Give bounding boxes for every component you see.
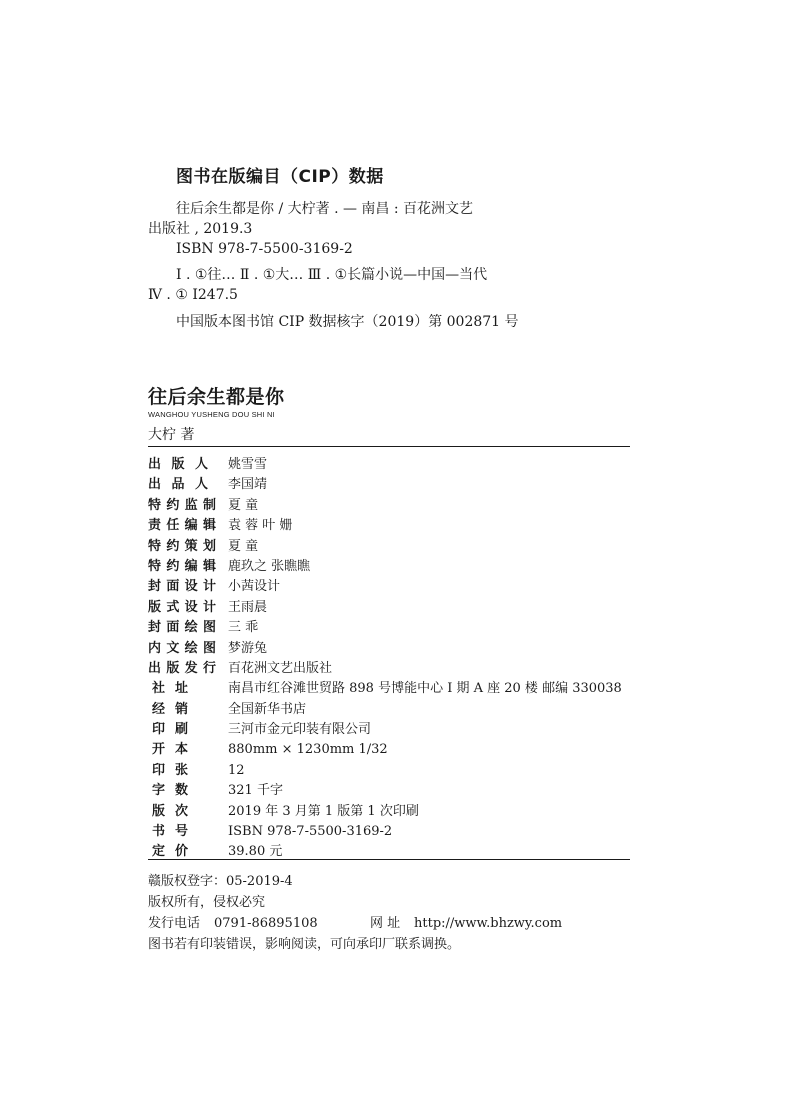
info-value: 2019 年 3 月第 1 版第 1 次印刷 <box>228 803 419 819</box>
book-author: 大柠 著 <box>148 427 195 443</box>
cip-line: ISBN 978-7-5500-3169-2 <box>176 241 353 257</box>
info-value: 南昌市红谷滩世贸路 898 号博能中心 I 期 A 座 20 楼 邮编 330038 <box>228 681 622 697</box>
copyright-registration: 赣版权登字：05-2019-4 <box>148 874 293 889</box>
cip-line: 出版社 , 2019.3 <box>148 221 253 237</box>
info-value: 鹿玖之 张瞧瞧 <box>228 558 311 574</box>
cip-line: Ⅳ . ① I247.5 <box>148 287 238 303</box>
info-value: 三河市金元印装有限公司 <box>228 722 372 738</box>
info-row <box>148 537 630 557</box>
website-link[interactable]: http://www.bhzwy.com <box>414 916 563 931</box>
info-row <box>148 781 630 801</box>
info-label: 版 式 设 计 <box>148 599 216 615</box>
info-value: 李国靖 <box>228 477 268 493</box>
info-row <box>148 659 630 679</box>
info-label: 版 次 <box>152 803 188 819</box>
info-row <box>148 639 630 659</box>
info-label: 字 数 <box>152 783 188 799</box>
info-value: 夏 童 <box>228 497 259 513</box>
book-pinyin: WANGHOU YUSHENG DOU SHI NI <box>148 410 275 419</box>
info-row <box>148 740 630 760</box>
info-label: 特 约 监 制 <box>148 497 216 513</box>
website-label: 网 址 <box>370 916 401 931</box>
info-row <box>148 618 630 638</box>
rights-reserved: 版权所有，侵权必究 <box>148 895 266 910</box>
info-value: 880mm × 1230mm 1/32 <box>228 742 388 758</box>
info-value: 12 <box>228 762 245 778</box>
info-label: 社 址 <box>152 681 188 697</box>
info-label: 开 本 <box>152 742 188 758</box>
info-label: 封 面 绘 图 <box>148 620 216 636</box>
info-row <box>148 720 630 740</box>
info-value: 39.80 元 <box>228 844 283 860</box>
info-value: 321 千字 <box>228 783 283 799</box>
info-label: 封 面 设 计 <box>148 579 216 595</box>
info-label: 出 品 人 <box>148 477 208 493</box>
info-row <box>148 700 630 720</box>
info-row <box>148 516 630 536</box>
info-value: 王雨晨 <box>228 599 268 615</box>
info-label: 印 张 <box>152 762 188 778</box>
info-row <box>148 802 630 822</box>
publication-info-list <box>148 455 630 863</box>
info-row <box>148 455 630 475</box>
info-row <box>148 679 630 699</box>
info-label: 书 号 <box>152 824 188 840</box>
info-label: 出 版 发 行 <box>148 660 216 676</box>
info-value: 百花洲文艺出版社 <box>228 660 333 676</box>
cip-heading: 图书在版编目（CIP）数据 <box>176 167 384 187</box>
info-label: 责 任 编 辑 <box>148 518 216 534</box>
info-label: 定 价 <box>152 844 188 860</box>
info-row <box>148 577 630 597</box>
phone-label: 发行电话 <box>148 916 201 931</box>
info-label: 印 刷 <box>152 722 188 738</box>
info-row <box>148 598 630 618</box>
info-row <box>148 822 630 842</box>
cip-line: Ⅰ . ①往… Ⅱ . ①大… Ⅲ . ①长篇小说—中国—当代 <box>176 267 488 283</box>
info-value: ISBN 978-7-5500-3169-2 <box>228 824 393 840</box>
book-title: 往后余生都是你 <box>148 386 285 408</box>
info-row <box>148 496 630 516</box>
info-value: 三 乖 <box>228 620 259 636</box>
info-value: 全国新华书店 <box>228 701 307 717</box>
info-label: 内 文 绘 图 <box>148 640 216 656</box>
cip-line: 往后余生都是你 / 大柠著 . — 南昌 : 百花洲文艺 <box>176 201 474 217</box>
info-value: 梦游兔 <box>228 640 268 656</box>
bottom-divider <box>148 859 630 860</box>
info-label: 特 约 策 划 <box>148 538 216 554</box>
info-row <box>148 475 630 495</box>
phone-number: 0791-86895108 <box>214 916 318 931</box>
info-value: 小茜设计 <box>228 579 281 595</box>
info-value: 夏 童 <box>228 538 259 554</box>
print-error-notice: 图书若有印装错误，影响阅读，可向承印厂联系调换。 <box>148 937 461 952</box>
info-label: 特 约 编 辑 <box>148 558 216 574</box>
top-divider <box>148 446 630 447</box>
info-label: 经 销 <box>152 701 188 717</box>
info-row <box>148 761 630 781</box>
info-label: 出 版 人 <box>148 457 208 472</box>
info-value: 袁 蓉 叶 姗 <box>228 518 293 534</box>
info-row <box>148 557 630 577</box>
cip-line: 中国版本图书馆 CIP 数据核字（2019）第 002871 号 <box>176 314 519 330</box>
info-value: 姚雪雪 <box>228 457 268 472</box>
